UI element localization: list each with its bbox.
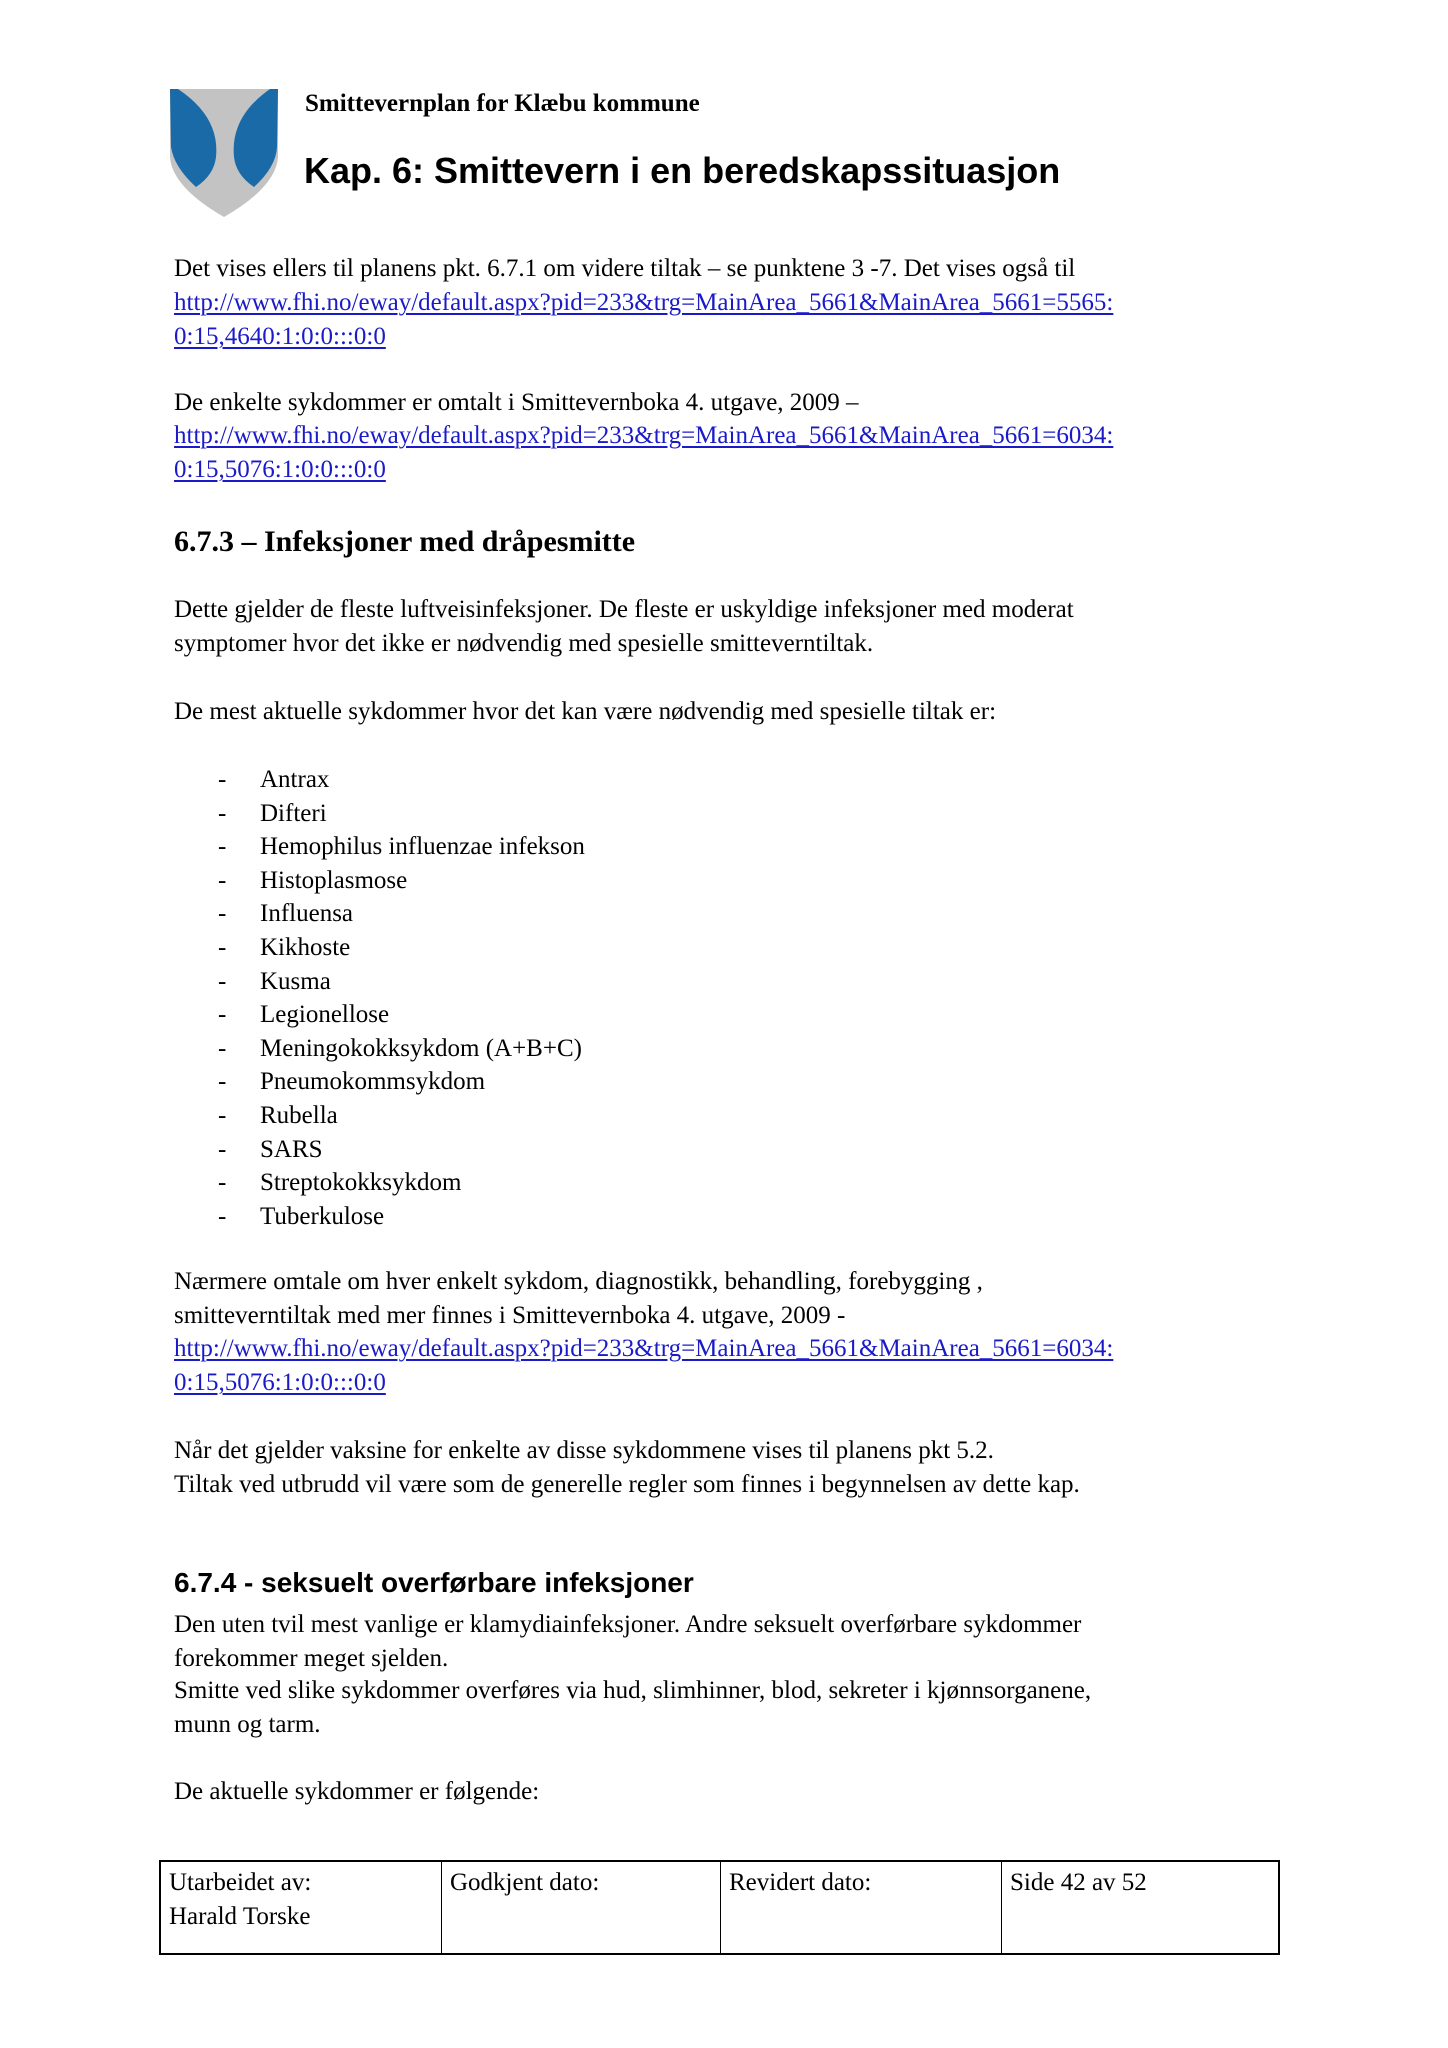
disease-list-item [0,897,800,931]
list-bullet: - [218,1034,227,1062]
disease-name: Kusma [260,967,331,995]
document-title: Smittevernplan for Klæbu kommune [305,90,700,117]
disease-list-item [0,1200,800,1234]
approved-date-label: Godkjent dato: [450,1869,600,1896]
section-673-paragraph-1-continued: symptomer hvor det ikke er nødvendig med spesielle smitteverntiltak. [174,630,874,657]
list-bullet: - [218,1169,227,1197]
intro-paragraph-1: Det vises ellers til planens pkt. 6.7.1 om videre tiltak – se punktene 3 -7. Det vises også til [174,255,1076,282]
fhi-link-1-continued[interactable]: 0:15,4640:1:0:0:::0:0 [174,323,386,350]
fhi-link-2-continued[interactable]: 0:15,5076:1:0:0:::0:0 [174,456,386,483]
fhi-link-1[interactable]: http://www.fhi.no/eway/default.aspx?pid=233&trg=MainArea_5661&MainArea_5661=5565: [174,289,1114,316]
list-bullet: - [218,866,227,894]
intro-paragraph-2: De enkelte sykdommer er omtalt i Smittevernboka 4. utgave, 2009 – [174,389,859,416]
coat-of-arms-icon [168,87,280,219]
disease-list-item [0,830,800,864]
list-bullet: - [218,1001,227,1029]
revised-date-label: Revidert dato: [729,1869,872,1896]
disease-list-item [0,1065,800,1099]
list-bullet: - [218,1135,227,1163]
section-673-paragraph-1: Dette gjelder de fleste luftveisinfeksjoner. De fleste er uskyldige infeksjoner med moderat [174,596,1074,623]
disease-list-item [0,1099,800,1133]
footer-cell-page [1002,1862,1278,1953]
prepared-by-label: Utarbeidet av: [169,1869,312,1896]
disease-name: Influensa [260,900,354,928]
disease-list-item [0,965,800,999]
disease-name: Antrax [260,766,330,793]
list-bullet: - [218,967,227,995]
list-bullet: - [218,1202,227,1230]
list-bullet: - [218,900,227,928]
section-heading-674: 6.7.4 - seksuelt overførbare infeksjoner [174,1567,694,1598]
disease-name: Meningokokksykdom (A+B+C) [260,1034,582,1062]
fhi-link-3-continued[interactable]: 0:15,5076:1:0:0:::0:0 [174,1369,386,1396]
footer-cell-approved [442,1862,721,1953]
chapter-title: Kap. 6: Smittevern i en beredskapssituasjon [304,150,1061,191]
list-bullet: - [218,934,227,961]
section-673-paragraph-2: De mest aktuelle sykdommer hvor det kan være nødvendig med spesielle tiltak er: [174,698,997,725]
disease-name: SARS [260,1135,323,1163]
section-673-paragraph-4-continued: Tiltak ved utbrudd vil være som de generelle regler som finnes i begynnelsen av dette kap. [174,1471,1080,1498]
disease-list-item [0,1133,800,1167]
footer-table [159,1860,1280,1955]
section-673-paragraph-3-continued: smitteverntiltak med mer finnes i Smittevernboka 4. utgave, 2009 - [174,1302,846,1329]
disease-name: Hemophilus influenzae infekson [260,833,585,861]
section-673-paragraph-3: Nærmere omtale om hver enkelt sykdom, diagnostikk, behandling, forebygging , [174,1268,983,1295]
footer-cell-revised [721,1862,1002,1953]
list-bullet: - [218,833,227,861]
footer-cell-prepared-by [161,1862,442,1953]
disease-name: Legionellose [260,1001,390,1029]
list-bullet: - [218,799,227,827]
section-heading-673: 6.7.3 – Infeksjoner med dråpesmitte [174,525,636,558]
disease-list-item [0,931,800,965]
section-674-paragraph-1-continued: forekommer meget sjelden. [174,1645,449,1672]
page-number: Side 42 av 52 [1010,1869,1147,1896]
disease-name: Streptokokksykdom [260,1169,462,1197]
section-674-paragraph-2: Smitte ved slike sykdommer overføres via hud, slimhinner, blod, sekreter i kjønnsorganene, [174,1677,1092,1704]
disease-list-item [0,1032,800,1066]
list-bullet: - [218,766,227,793]
disease-name: Tuberkulose [260,1202,385,1230]
disease-name: Difteri [260,799,327,827]
section-673-paragraph-4: Når det gjelder vaksine for enkelte av disse sykdommene vises til planens pkt 5.2. [174,1437,994,1464]
municipality-logo [168,87,280,219]
disease-name: Histoplasmose [260,866,408,894]
list-bullet: - [218,1102,227,1129]
section-674-paragraph-3: De aktuelle sykdommer er følgende: [174,1778,540,1805]
section-674-paragraph-2-continued: munn og tarm. [174,1711,321,1738]
disease-list-item [0,1166,800,1200]
prepared-by-value: Harald Torske [169,1903,311,1930]
disease-list-item [0,763,800,797]
disease-list-item [0,864,800,898]
disease-list-item [0,998,800,1032]
fhi-link-2[interactable]: http://www.fhi.no/eway/default.aspx?pid=233&trg=MainArea_5661&MainArea_5661=6034: [174,422,1114,449]
disease-list-item [0,797,800,831]
section-674-paragraph-1: Den uten tvil mest vanlige er klamydiainfeksjoner. Andre seksuelt overførbare sykdommer [174,1611,1082,1638]
fhi-link-3[interactable]: http://www.fhi.no/eway/default.aspx?pid=233&trg=MainArea_5661&MainArea_5661=6034: [174,1335,1114,1362]
list-bullet: - [218,1068,227,1096]
disease-name: Kikhoste [260,934,351,961]
disease-name: Rubella [260,1102,338,1129]
disease-name: Pneumokommsykdom [260,1068,486,1096]
